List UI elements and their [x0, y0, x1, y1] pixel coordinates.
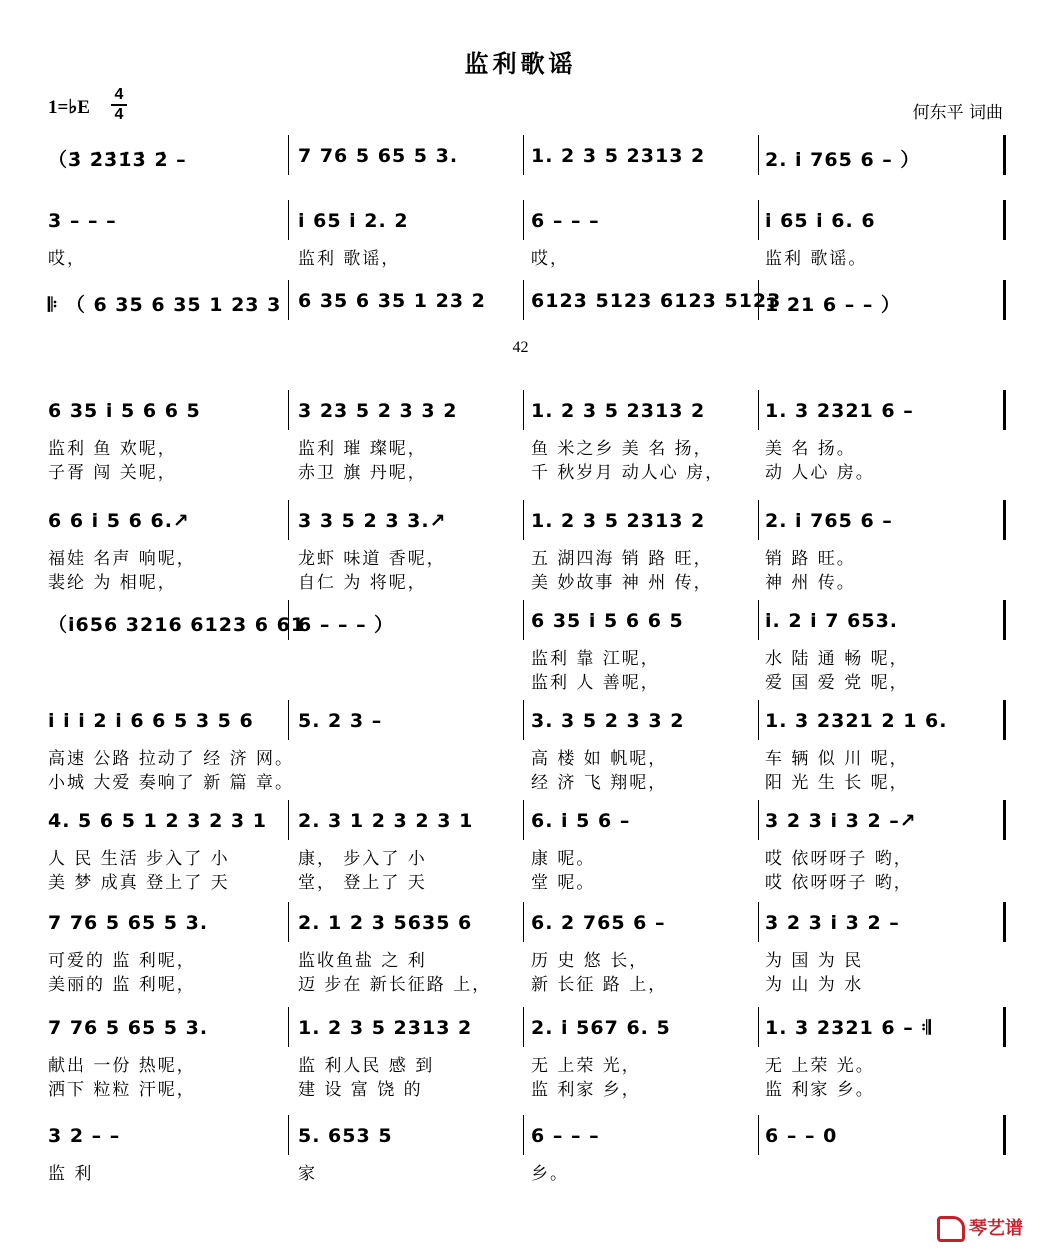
- lyric-segment: 经 济 飞 翔呢，: [531, 773, 668, 793]
- lyric-segment: 哎，: [531, 249, 569, 269]
- lyric-segment: 美丽的 监 利呢，: [48, 975, 196, 995]
- lyric-line: [48, 544, 1008, 569]
- lyric-line: [48, 458, 1008, 483]
- lyric-line: [48, 844, 1008, 869]
- measure: 5. 2 3 –: [298, 710, 383, 732]
- measure: 2. i 567 6. 5: [531, 1017, 671, 1039]
- lyric-segment: 康， 步入了 小: [298, 849, 427, 869]
- barline: [1003, 135, 1006, 175]
- barline: [523, 200, 524, 240]
- lyric-segment: 为 国 为 民: [765, 951, 864, 971]
- barline: [288, 800, 289, 840]
- measure: 3 2 – –: [48, 1125, 121, 1147]
- lyric-segment: 监收鱼盐 之 利: [298, 951, 427, 971]
- barline: [758, 390, 759, 430]
- lyric-segment: 车 辆 似 川 呢，: [765, 749, 909, 769]
- lyric-segment: 监 利家 乡，: [531, 1080, 641, 1100]
- key-signature: 1=♭E: [48, 97, 90, 118]
- barline: [758, 200, 759, 240]
- measure: 7 76 5 65 5 3.: [48, 1017, 209, 1039]
- lyric-segment: 为 山 为 水: [765, 975, 864, 995]
- measure: 3 – – –: [48, 210, 117, 232]
- lyric-segment: 献出 一份 热呢，: [48, 1056, 196, 1076]
- lyric-segment: 销 路 旺。: [765, 549, 856, 569]
- measure: 6 – – –: [531, 1125, 600, 1147]
- logo-text: 琴艺谱: [969, 1218, 1023, 1239]
- barline: [523, 800, 524, 840]
- barline: [758, 600, 759, 640]
- lyric-segment: 康 呢。: [531, 849, 596, 869]
- lyric-segment: 哎 依呀呀子 哟，: [765, 849, 913, 869]
- lyric-line: [48, 946, 1008, 971]
- lyric-segment: 监 利人民 感 到: [298, 1056, 435, 1076]
- lyric-segment: 爱 国 爱 党 呢，: [765, 673, 909, 693]
- lyric-segment: 人 民 生活 步入了 小: [48, 849, 230, 869]
- lyric-segment: 福娃 名声 响呢，: [48, 549, 196, 569]
- lyric-segment: 监利 鱼 欢呢，: [48, 439, 177, 459]
- measure: 1 21 6 – – ）: [765, 294, 901, 316]
- barline: [1003, 700, 1006, 740]
- lyric-line: [48, 668, 1008, 693]
- measure: 6. 2 765 6 –: [531, 912, 666, 934]
- lyric-segment: 千 秋岁月 动人心 房，: [531, 463, 725, 483]
- measure: 1. 2 3 5 2313 2: [531, 145, 706, 167]
- lyric-segment: 建 设 富 饶 的: [298, 1080, 423, 1100]
- lyric-segment: 可爱的 监 利呢，: [48, 951, 196, 971]
- barline: [1003, 800, 1006, 840]
- barline: [523, 700, 524, 740]
- lyric-segment: 鱼 米之乡 美 名 扬，: [531, 439, 713, 459]
- lyric-segment: 监利 歌谣。: [765, 249, 868, 269]
- barline: [758, 1007, 759, 1047]
- barline: [523, 135, 524, 175]
- barline: [758, 902, 759, 942]
- barline: [523, 1115, 524, 1155]
- barline: [288, 280, 289, 320]
- measure: 6123 5123 6123 5123: [531, 290, 782, 312]
- barline: [758, 135, 759, 175]
- lyric-segment: 堂， 登上了 天: [298, 873, 427, 893]
- notes-line: [48, 810, 1008, 834]
- lyric-segment: 洒下 粒粒 汗呢，: [48, 1080, 196, 1100]
- lyric-line: [48, 970, 1008, 995]
- lyric-segment: 堂 呢。: [531, 873, 596, 893]
- barline: [523, 390, 524, 430]
- barline: [288, 700, 289, 740]
- barline: [1003, 500, 1006, 540]
- measure: 2. 1 2 3 5635 6: [298, 912, 473, 934]
- lyric-segment: 无 上荣 光。: [765, 1056, 875, 1076]
- page-number: 42: [512, 339, 529, 356]
- lyric-segment: 监利 璀 璨呢，: [298, 439, 427, 459]
- lyric-segment: 哎，: [48, 249, 86, 269]
- site-logo: [937, 1214, 1023, 1242]
- lyric-segment: 自仁 为 将呢，: [298, 573, 427, 593]
- lyric-segment: 动 人心 房。: [765, 463, 875, 483]
- barline: [1003, 600, 1006, 640]
- lyric-line: [48, 1075, 1008, 1100]
- barline: [1003, 280, 1006, 320]
- barline: [1003, 1115, 1006, 1155]
- notes-line: [48, 145, 1008, 169]
- measure: i. 2 i 7 653.: [765, 610, 899, 632]
- notes-line: [48, 912, 1008, 936]
- measure: （i656 3216 6123 6 61: [48, 614, 306, 636]
- lyric-segment: 历 史 悠 长，: [531, 951, 649, 971]
- composer-credit: 何东平 词曲: [912, 103, 1003, 123]
- song-title: 监利歌谣: [464, 49, 577, 78]
- measure: 6 35 6 35 1 23 2: [298, 290, 486, 312]
- measure: 3 3 5 2 3 3.↗: [298, 510, 447, 532]
- lyric-segment: 迈 步在 新长征路 上，: [298, 975, 492, 995]
- lyric-segment: 水 陆 通 畅 呢，: [765, 649, 909, 669]
- barline: [758, 700, 759, 740]
- measure: 4. 5 6 5 1 2 3 2 3 1: [48, 810, 267, 832]
- lyric-line: [48, 644, 1008, 669]
- barline: [758, 800, 759, 840]
- measure: 6 6 i 5 6 6.↗: [48, 510, 190, 532]
- lyric-line: [48, 568, 1008, 593]
- barline: [1003, 902, 1006, 942]
- lyric-line: [48, 434, 1008, 459]
- measure: 3 2 3 i 3 2 –↗: [765, 810, 917, 832]
- lyric-segment: 龙虾 味道 香呢，: [298, 549, 446, 569]
- barline: [758, 500, 759, 540]
- lyric-line: [48, 868, 1008, 893]
- measure: 6 – – –: [531, 210, 600, 232]
- measure: 𝄆 （ 6 35 6 35 1 23 3: [48, 294, 282, 316]
- lyric-segment: 美 妙故事 神 州 传，: [531, 573, 713, 593]
- notes-line: [48, 1125, 1008, 1149]
- lyric-segment: 赤卫 旗 丹呢，: [298, 463, 427, 483]
- time-signature-top: 4: [114, 86, 124, 103]
- barline: [288, 1007, 289, 1047]
- lyric-segment: 五 湖四海 销 路 旺，: [531, 549, 713, 569]
- lyric-segment: 监 利: [48, 1164, 94, 1184]
- barline: [758, 280, 759, 320]
- measure: i 65 i 2. 2: [298, 210, 409, 232]
- measure: （3̇ 2̇3̇1̇3̇ 2̇ –: [48, 149, 187, 171]
- notes-line: [48, 1017, 1008, 1041]
- lyric-segment: 阳 光 生 长 呢，: [765, 773, 909, 793]
- lyric-line: [48, 744, 1008, 769]
- lyric-segment: 监 利家 乡。: [765, 1080, 875, 1100]
- lyric-line: [48, 1051, 1008, 1076]
- barline: [1003, 390, 1006, 430]
- measure: 6 – – – ）: [298, 614, 395, 636]
- lyric-line: [48, 244, 1008, 269]
- barline: [1003, 1007, 1006, 1047]
- barline: [288, 200, 289, 240]
- barline: [523, 1007, 524, 1047]
- measure: 3 2 3 i 3 2 –: [765, 912, 900, 934]
- barline: [288, 1115, 289, 1155]
- measure: 2. 3 1 2 3 2 3 1: [298, 810, 474, 832]
- measure: 2. i 765 6 –: [765, 510, 893, 532]
- lyric-segment: 小城 大爱 奏响了 新 篇 章。: [48, 773, 295, 793]
- measure: 1. 3 2321 6 –: [765, 400, 914, 422]
- barline: [758, 1115, 759, 1155]
- lyric-segment: 高 楼 如 帆呢，: [531, 749, 668, 769]
- measure: 1. 2 3 5 2313 2: [531, 510, 706, 532]
- notes-line: [48, 710, 1008, 734]
- lyric-segment: 乡。: [531, 1164, 569, 1184]
- lyric-segment: 高速 公路 拉动了 经 济 网。: [48, 749, 295, 769]
- measure: 1. 3 2321 2 1 6.: [765, 710, 948, 732]
- barline: [523, 902, 524, 942]
- measure: 6 35 i 5 6 6 5: [48, 400, 201, 422]
- notes-line: [48, 210, 1008, 234]
- measure: 1. 2 3 5 2313 2: [531, 400, 706, 422]
- barline: [288, 600, 289, 640]
- measure: 7 76 5 65 5 3.: [298, 145, 459, 167]
- measure: i 65 i 6. 6: [765, 210, 876, 232]
- lyric-segment: 无 上荣 光，: [531, 1056, 641, 1076]
- measure: 5. 653 5: [298, 1125, 393, 1147]
- barline: [523, 600, 524, 640]
- lyric-segment: 神 州 传。: [765, 573, 856, 593]
- measure: 6 35 i 5 6 6 5: [531, 610, 684, 632]
- time-signature-bottom: 4: [114, 106, 124, 123]
- measure: 2. i 765 6 – ）: [765, 149, 921, 171]
- lyric-line: [48, 1159, 1008, 1184]
- notes-line: [48, 400, 1008, 424]
- barline: [523, 500, 524, 540]
- notes-line: [48, 290, 1008, 314]
- measure: 1. 2 3 5 2313 2: [298, 1017, 473, 1039]
- barline: [523, 280, 524, 320]
- barline: [288, 500, 289, 540]
- measure: 1. 3 2321 6 – 𝄇: [765, 1017, 932, 1039]
- lyric-segment: 家: [298, 1164, 317, 1184]
- measure: 3 23 5 2 3 3 2: [298, 400, 458, 422]
- notes-line: [48, 610, 1008, 634]
- measure: i i i 2 i 6 6 5 3 5 6: [48, 710, 254, 732]
- measure: 7 76 5 65 5 3.: [48, 912, 209, 934]
- barline: [288, 902, 289, 942]
- notes-line: [48, 510, 1008, 534]
- lyric-segment: 监利 歌谣，: [298, 249, 401, 269]
- time-signature: [110, 86, 128, 124]
- logo-icon: [937, 1216, 965, 1242]
- lyric-segment: 美 名 扬。: [765, 439, 856, 459]
- measure: 6 – – 0: [765, 1125, 838, 1147]
- barline: [288, 390, 289, 430]
- measure: 6. i 5 6 –: [531, 810, 631, 832]
- lyric-segment: 新 长征 路 上，: [531, 975, 668, 995]
- lyric-segment: 监利 靠 江呢，: [531, 649, 660, 669]
- barline: [1003, 200, 1006, 240]
- lyric-segment: 子胥 闯 关呢，: [48, 463, 177, 483]
- lyric-segment: 监利 人 善呢，: [531, 673, 660, 693]
- lyric-segment: 美 梦 成真 登上了 天: [48, 873, 230, 893]
- lyric-segment: 哎 依呀呀子 哟，: [765, 873, 913, 893]
- lyric-line: [48, 768, 1008, 793]
- lyric-segment: 裴纶 为 相呢，: [48, 573, 177, 593]
- barline: [288, 135, 289, 175]
- measure: 3. 3 5 2 3 3 2: [531, 710, 685, 732]
